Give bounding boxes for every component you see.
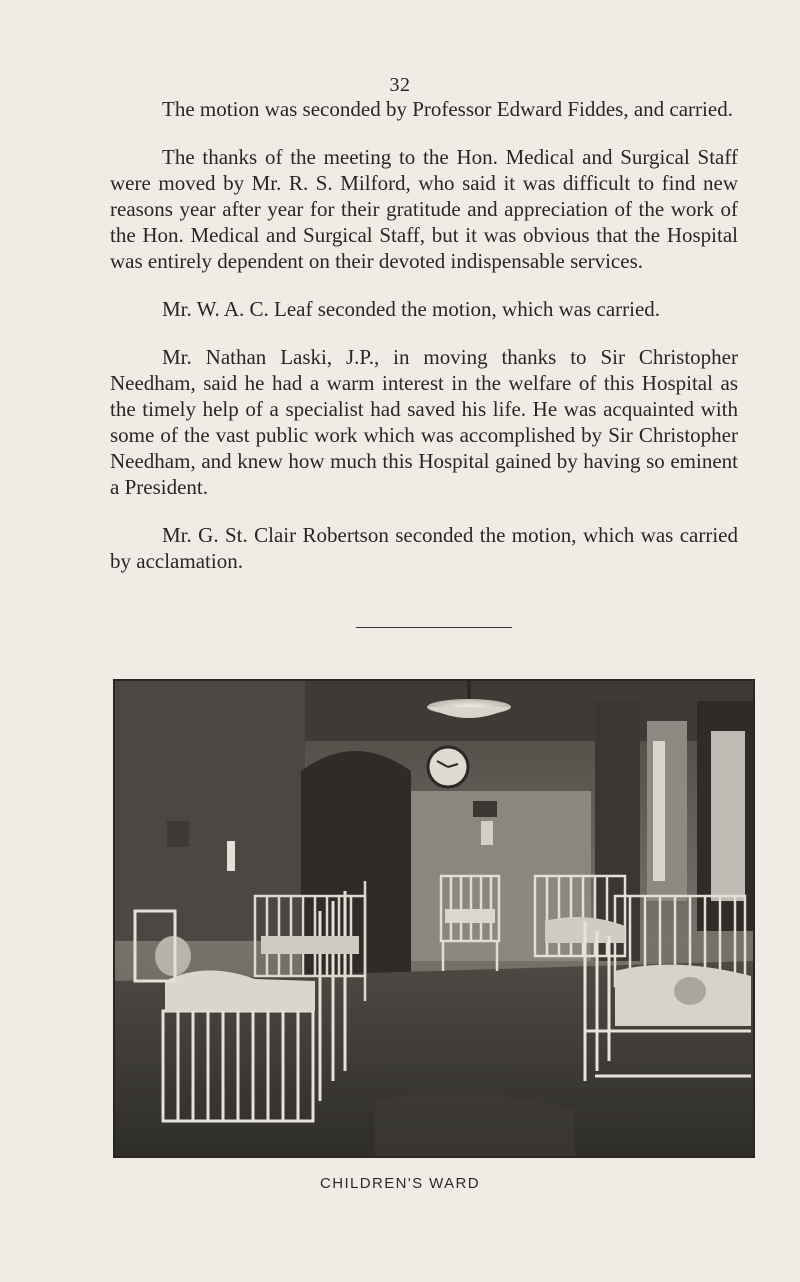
- photo-caption: CHILDREN'S WARD: [320, 1175, 480, 1192]
- paragraph-robertson-seconded: Mr. G. St. Clair Robertson seconded the motion, which was carried by acclamation.: [110, 523, 738, 573]
- paragraph-thanks-staff: The thanks of the meeting to the Hon. Medical and Surgical Staff were moved by Mr. R. S. Milford, who said it was difficult to find new reasons year after year for their gratitude and appreciation of the work of the Hon. Medical and Surgical Staff, but it was obvious that the Hospital was entirely dependent on their devoted indispensable services.: [110, 145, 738, 273]
- section-divider: [356, 627, 512, 628]
- paragraph-laski-thanks: Mr. Nathan Laski, J.P., in moving thanks to Sir Christopher Needham, said he had a warm interest in the welfare of this Hospital as the timely help of a specialist had saved his life. He was acquainted with some of the vast public work which was accomplished by Sir Christopher Needham, and knew how much this Hospital gained by having so eminent a President.: [110, 345, 738, 499]
- ward-photo-illustration: [115, 681, 753, 1156]
- paragraph-leaf-seconded: Mr. W. A. C. Leaf seconded the motion, which was carried.: [162, 297, 661, 321]
- body-text: [110, 96, 738, 596]
- childrens-ward-photo: [113, 679, 755, 1158]
- paragraph-motion-seconded: The motion was seconded by Professor Edward Fiddes, and carried.: [162, 97, 733, 121]
- page-number: 32: [389, 74, 411, 96]
